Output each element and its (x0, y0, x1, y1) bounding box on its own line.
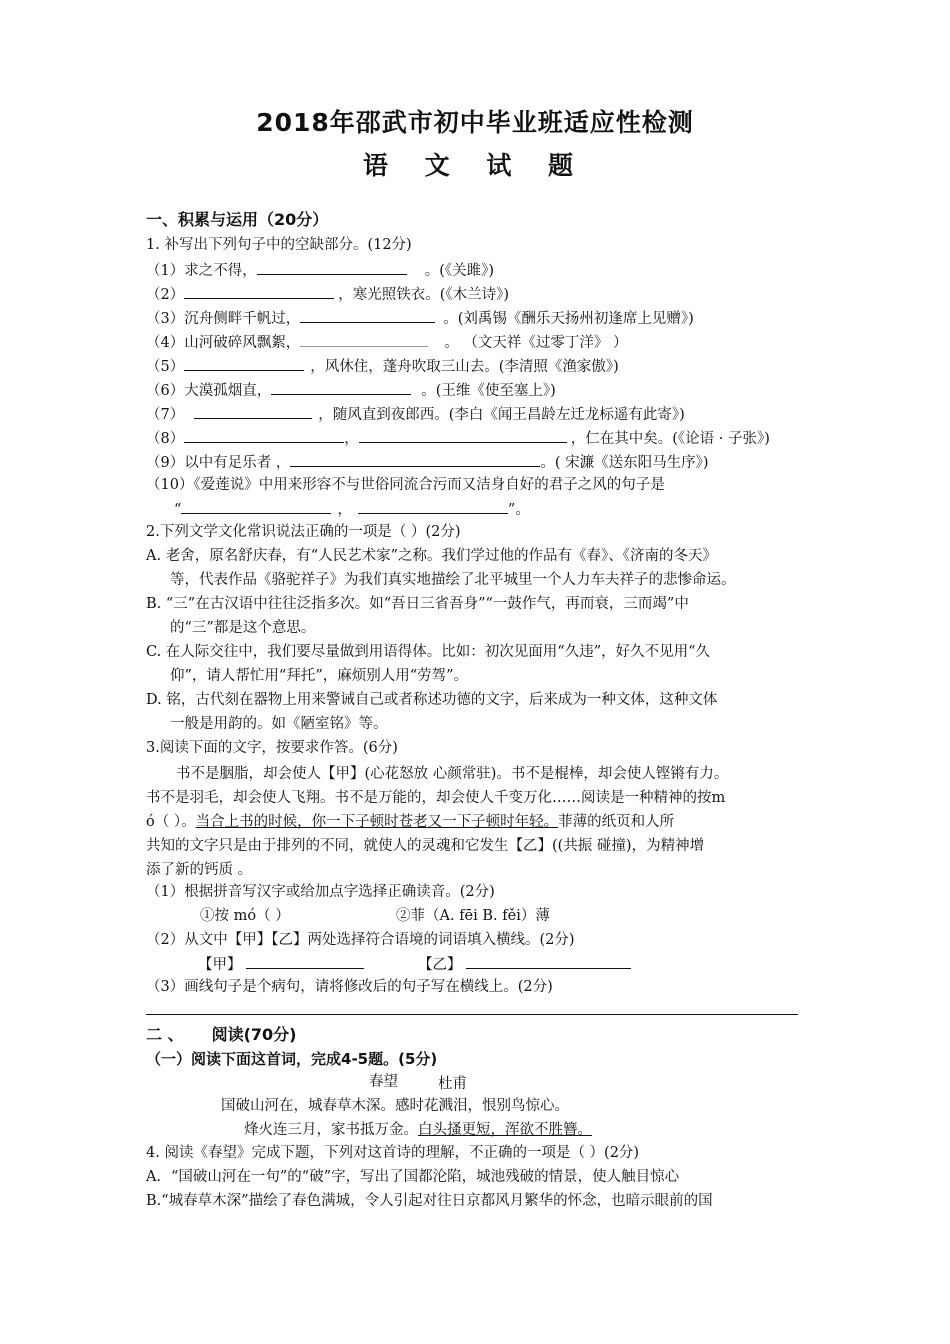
q1-line-3-text: （3）沉舟侧畔千帆过， (146, 311, 301, 327)
q1-line-5 (146, 355, 619, 377)
q1-line-2 (146, 283, 509, 305)
q2-stem: 2.下列文学文化常识说法正确的一项是（ ）(2分) (146, 524, 461, 540)
q1-line-9 (146, 451, 709, 473)
q3-sub2: （2）从文中【甲】【乙】两处选择符合语境的词语填入横线。(2分) (146, 932, 575, 948)
q1-line-9-source: 。( 宋濂《送东阳马生序》) (540, 455, 709, 471)
section-2-number: 二 、 (146, 1025, 184, 1044)
q1-line-4-source: 。 （文天祥《过零丁洋》 ） (444, 335, 628, 351)
q3-sub2-jia (198, 953, 364, 975)
answer-blank[interactable] (271, 379, 411, 395)
q1-line-8 (146, 427, 770, 449)
q1-line-4 (146, 331, 627, 353)
poem-line-2a: 烽火连三月，家书抵万金。 (244, 1122, 418, 1138)
poem-line-1: 国破山河在，城春草木深。感时花溅泪，恨别鸟惊心。 (221, 1098, 569, 1114)
q2-option-b-line1: B. “三”在古汉语中往往泛指多次。如“吾日三省吾身”“一鼓作气，再而衰，三而竭”中 (146, 596, 689, 612)
q3-passage-blank: ó（ ）。 (146, 814, 196, 830)
q1-line-9-text: （9）以中有足乐者 ， (146, 455, 291, 471)
q3-answer-line[interactable] (146, 1014, 798, 1015)
q2-option-d-line1: D. 铭，古代刻在器物上用来警诫自己或者称述功德的文字，后来成为一种文体，这种文体 (146, 692, 718, 708)
q1-line-6-text: （6）大漠孤烟直， (146, 383, 272, 399)
q3-sub1: （1）根据拼音写汉字或给加点字选择正确读音。(2分) (146, 884, 495, 900)
q1-line-7-source: ，随风直到夜郎西。(李白《闻王昌龄左迁龙标遥有此寄》) (318, 407, 685, 423)
q1-line-5-text: （5） (146, 359, 185, 375)
q1-line-3 (146, 307, 694, 329)
q3-sub1-item2: ②菲（A. fēi B. fěi）薄 (396, 908, 550, 924)
middle-comma: ， (337, 502, 352, 518)
q3-passage-line1: 书不是胭脂，却会使人【甲】(心花怒放 心颜常驻)。书不是棍棒，却会使人铿锵有力。 (176, 766, 729, 782)
answer-blank[interactable] (300, 307, 435, 323)
q1-line-2-source: ，寒光照铁衣。(《木兰诗》) (338, 287, 510, 303)
q2-option-d-line2: 一般是用韵的。如《陋室铭》等。 (170, 716, 388, 732)
poem-line-2b: 白头搔更短，浑欲不胜簪。 (418, 1122, 592, 1138)
close-quote: ”。 (507, 502, 530, 518)
answer-blank[interactable] (257, 259, 407, 275)
q1-line-1-text: （1）求之不得， (146, 263, 257, 279)
q3-passage-line3 (146, 812, 674, 832)
q1-line-3-source: 。(刘禹锡《酬乐天扬州初逢席上见赠》) (443, 311, 694, 327)
q3-sub1-item1: ①按 mó（ ） (200, 908, 290, 924)
q2-option-a-line2: 等，代表作品《骆驼祥子》为我们真实地描绘了北平城里一个人力车夫祥子的悲惨命运。 (170, 572, 736, 588)
answer-blank[interactable] (194, 403, 312, 419)
q1-line-8-comma: ， (344, 431, 359, 447)
q3-passage-line4: 共知的文字只是由于排列的不同，就使人的灵魂和它发生【乙】((共振 碰撞)，为精神增 (146, 838, 705, 854)
jia-label: 【甲】 (198, 957, 242, 973)
q1-line-2-text: （2） (146, 287, 185, 303)
q3-passage-line2: 书不是羽毛，却会使人飞翔。书不是万能的，却会使人千变万化……阅读是一种精神的按m (146, 790, 726, 806)
answer-blank[interactable] (359, 427, 567, 443)
q1-line-6-source: 。(王维《使至塞上》) (421, 383, 556, 399)
poem-line-2 (244, 1120, 592, 1140)
answer-blank[interactable] (466, 953, 631, 969)
q2-option-b-line2: 的“三”都是这个意思。 (170, 620, 316, 636)
q2-option-a-line1: A. 老舍，原名舒庆春，有“人民艺术家”之称。我们学过他的作品有《春》、《济南的冬天》 (146, 548, 718, 564)
q3-passage-tail: 菲薄的纸页和人所 (558, 814, 675, 830)
q3-stem: 3.阅读下面的文字，按要求作答。(6分) (146, 740, 398, 756)
exam-title: 2018年邵武市初中毕业班适应性检测 (256, 108, 694, 137)
answer-blank[interactable] (300, 331, 428, 347)
answer-blank[interactable] (181, 498, 331, 514)
answer-blank[interactable] (290, 451, 540, 467)
section-1-heading: 一、积累与运用（20分） (146, 210, 329, 229)
q2-option-c-line1: C. 在人际交往中，我们要尽量做到用语得体。比如：初次见面用“久违”，好久不见用“久 (146, 644, 711, 660)
section-2-heading (146, 1022, 296, 1045)
reading-part-1-heading: （一）阅读下面这首词，完成4-5题。(5分) (146, 1050, 438, 1068)
q1-line-1 (146, 259, 494, 281)
q3-sub3: （3）画线句子是个病句，请将修改后的句子写在横线上。(2分) (146, 979, 553, 995)
q1-line-6 (146, 379, 556, 401)
q1-line-4-text: （4）山河破碎风飘絮， (146, 335, 301, 351)
yi-label: 【乙】 (418, 957, 462, 973)
answer-blank[interactable] (184, 355, 304, 371)
poem-author: 杜甫 (438, 1076, 467, 1092)
q4-stem: 4. 阅读《春望》完成下题，下列对这首诗的理解，不正确的一项是（ ）(2分) (146, 1145, 640, 1161)
q1-line-8-text: （8） (146, 431, 185, 447)
q1-stem: 1. 补写出下列句子中的空缺部分。(12分) (146, 237, 412, 253)
q2-option-c-line2: 仰”，请人帮忙用“拜托”，麻烦别人用“劳驾”。 (170, 668, 469, 684)
answer-blank[interactable] (246, 953, 364, 969)
exam-subtitle: 语 文 试 题 (362, 151, 588, 180)
q1-line-1-source: 。(《关雎》) (424, 263, 495, 279)
q1-line-10-answer (174, 498, 530, 520)
q1-line-8-source: ，仁在其中矣。(《论语 · 子张》) (570, 431, 770, 447)
q1-line-10: （10）《爱莲说》中用来形容不与世俗同流合污而又洁身自好的君子之风的句子是 (146, 477, 665, 493)
q1-line-7 (146, 403, 685, 425)
answer-blank[interactable] (184, 427, 344, 443)
q1-line-7-text: （7） (146, 407, 185, 423)
answer-blank[interactable] (358, 498, 508, 514)
q3-passage-line5: 添了新的钙质 。 (146, 862, 253, 878)
answer-blank[interactable] (184, 283, 334, 299)
poem-title: 春望 (369, 1074, 398, 1090)
open-quote: “ (174, 502, 182, 518)
section-2-title: 阅读(70分) (211, 1025, 297, 1044)
q4-option-b: B.“城春草木深”描绘了春色满城，令人引起对往日京都风月繁华的怀念，也暗示眼前的国 (146, 1193, 713, 1209)
q4-option-a: A．“国破山河在一句”的“破”字，写出了国都沦陷，城池残破的情景，使人触目惊心 (146, 1169, 680, 1185)
q3-underlined-sentence: 当合上书的时候，你一下子顿时苍老又一下子顿时年轻。 (195, 814, 559, 830)
q1-line-5-source: ，风休住，蓬舟吹取三山去。(李清照《渔家傲》) (310, 359, 619, 375)
q3-sub2-yi (418, 953, 631, 975)
